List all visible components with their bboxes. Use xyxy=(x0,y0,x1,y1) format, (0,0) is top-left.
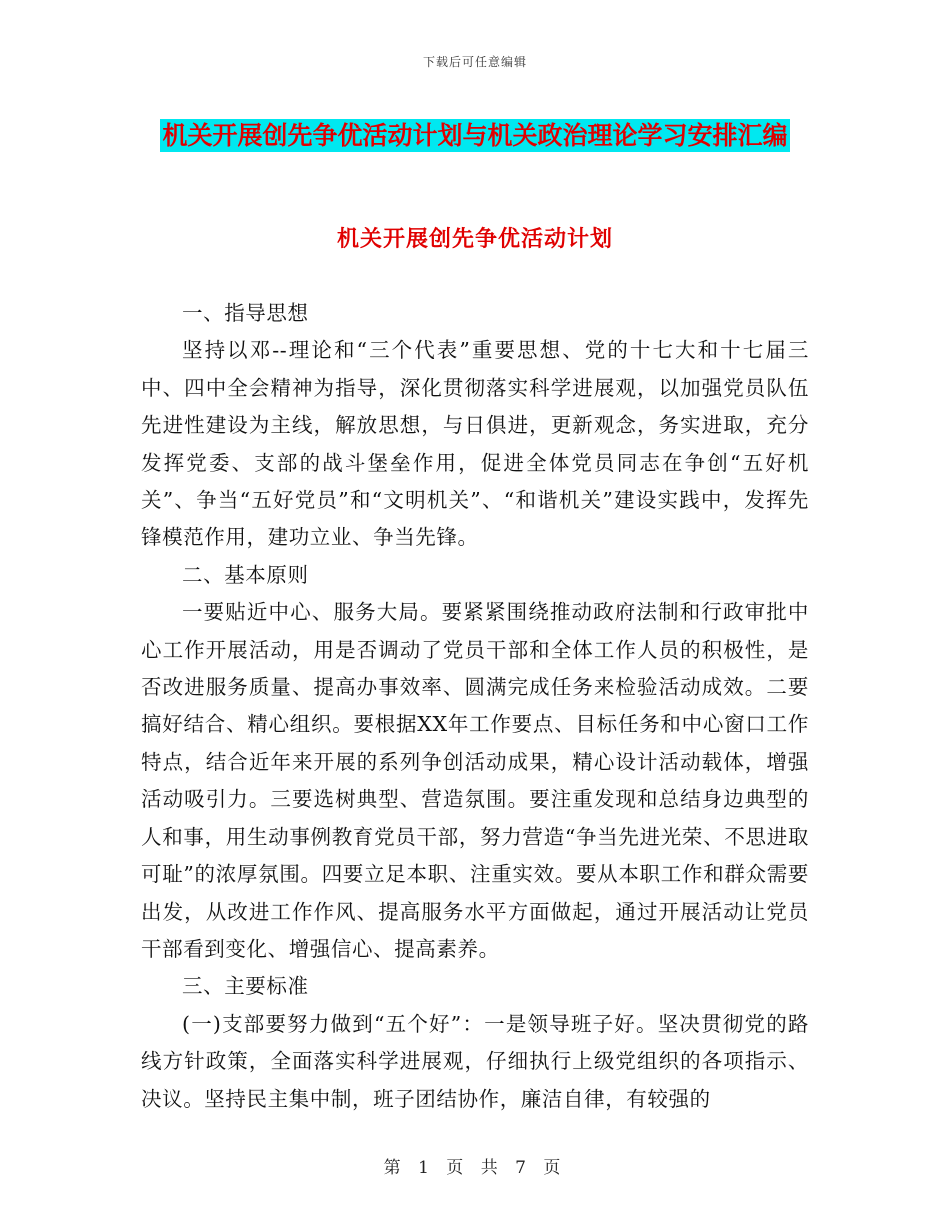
document-title-block xyxy=(140,110,810,165)
heading-guiding-thought: 一、指导思想 xyxy=(182,301,309,325)
heading-main-standards: 三、主要标准 xyxy=(182,974,309,999)
section-title: 机关开展创先争优活动计划 xyxy=(336,227,613,252)
document-title: 机关开展创先争优活动计划与机关政治理论学习安排汇编 xyxy=(162,121,788,150)
page-footer: 第 1 页 共 7 页 xyxy=(383,1158,567,1178)
heading-basic-principles: 二、基本原则 xyxy=(182,562,309,587)
paragraph-guiding-thought: 坚持以邓--理论和“三个代表”重要思想、党的十七大和十七届三中、四中全会精神为指导，深化贯彻落实科学进展观，以加强党员队伍先进性建设为主线，解放思想，与日俱进，更新观念，务实进取，充分发挥党委、支部的战斗堡垒作用，促进全体党员同志在争创“五好机关”、争当“五好党员”和“文明机关”、“和谐机关”建设实践中，发挥先锋模范作用，建功立业、争当先锋。 xyxy=(141,338,809,550)
body-text xyxy=(141,295,809,1118)
paragraph-basic-principles: 一要贴近中心、服务大局。要紧紧围绕推动政府法制和行政审批中心工作开展活动，用是否调动了党员干部和全体工作人员的积极性，是否改进服务质量、提高办事效率、圆满完成任务来检验活动成效。二要搞好结合、精心组织。要根据XX年工作要点、目标任务和中心窗口工作特点，结合近年来开展的系列争创活动成果，精心设计活动载体，增强活动吸引力。三要选树典型、营造氛围。要注重发现和总结身边典型的人和事，用生动事例教育党员干部，努力营造“争当先进光荣、不思进取可耻”的浓厚氛围。四要立足本职、注重实效。要从本职工作和群众需要出发，从改进工作作风、提高服务水平方面做起，通过开展活动让党员干部看到变化、增强信心、提高素养。 xyxy=(141,600,809,961)
header-note: 下载后可任意编辑 xyxy=(422,55,527,69)
paragraph-main-standards: (一)支部要努力做到“五个好”：一是领导班子好。坚决贯彻党的路线方针政策，全面落实科学进展观，仔细执行上级党组织的各项指示、决议。坚持民主集中制，班子团结协作，廉洁自律，有较强的 xyxy=(141,1011,809,1111)
